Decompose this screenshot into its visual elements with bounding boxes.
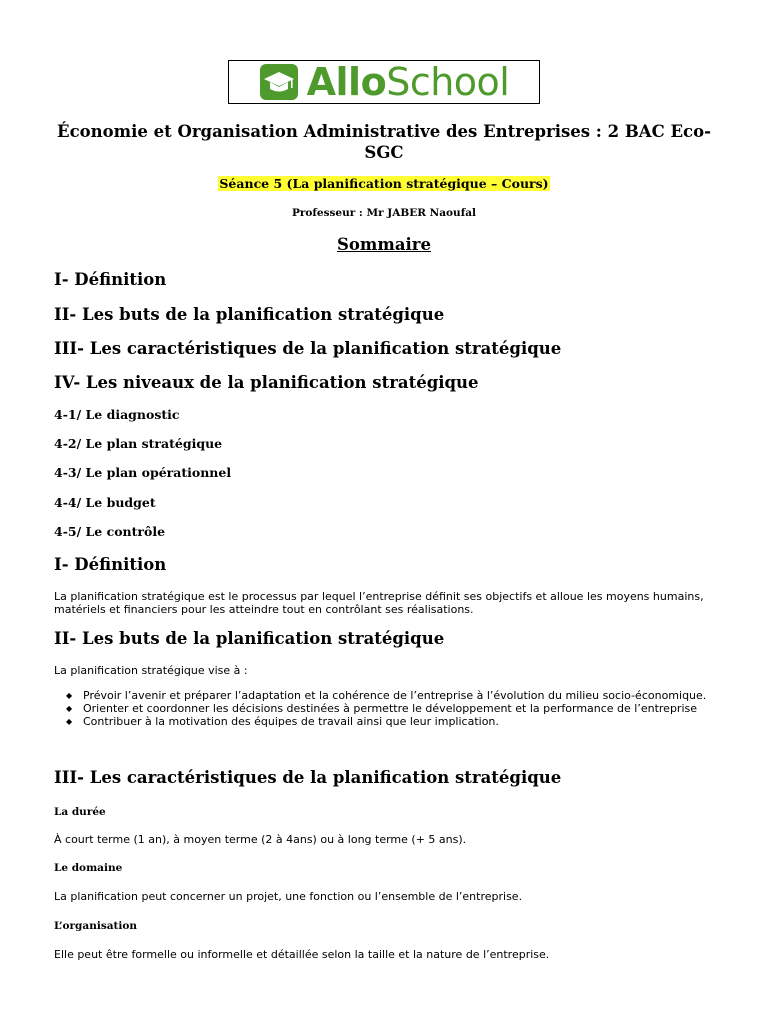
organisation-text: Elle peut être formelle ou informelle et détaillée selon la taille et la nature de l’entreprise.	[54, 948, 550, 961]
section-buts-heading: II- Les buts de la planification stratégique	[54, 629, 445, 648]
alloschool-logo[interactable]	[228, 60, 540, 104]
list-item: ◆ Contribuer à la motivation des équipes de travail ainsi que leur implication.	[66, 715, 726, 728]
toc-subitem-diagnostic: 4-1/ Le diagnostic	[54, 407, 180, 422]
definition-paragraph: La planification stratégique est le processus par lequel l’entreprise définit ses objectifs et alloue les moyens humains, matériels et financiers pour les atteindre tout en contrôlant ses réalisations.	[54, 590, 704, 616]
toc-item-definition: I- Définition	[54, 270, 167, 289]
domaine-text: La planification peut concerner un projet, une fonction ou l’ensemble de l’entreprise.	[54, 890, 523, 903]
duree-text: À court terme (1 an), à moyen terme (2 à 4ans) ou à long terme (+ 5 ans).	[54, 833, 467, 846]
toc-subitem-plan-operationnel: 4-3/ Le plan opérationnel	[54, 465, 232, 480]
duree-label: La durée	[54, 806, 106, 818]
toc-subitem-plan-strategique: 4-2/ Le plan stratégique	[54, 436, 223, 451]
document-title: Économie et Organisation Administrative des Entreprises : 2 BAC Eco-SGC	[57, 122, 711, 162]
seance-title	[0, 176, 768, 191]
professor-line: Professeur : Mr JABER Naoufal	[291, 207, 477, 219]
buts-list	[66, 689, 726, 728]
buts-intro: La planification stratégique vise à :	[54, 664, 248, 677]
graduation-cap-icon	[259, 62, 299, 102]
seance-highlight: Séance 5 (La planification stratégique – Cours)	[219, 176, 549, 191]
toc-item-buts: II- Les buts de la planification stratégique	[54, 305, 445, 324]
section-caracteristiques-heading: III- Les caractéristiques de la planification stratégique	[54, 768, 562, 787]
toc-subitem-controle: 4-5/ Le contrôle	[54, 524, 166, 539]
list-item: ◆ Orienter et coordonner les décisions destinées à permettre le développement et la performance de l’entreprise	[66, 702, 726, 715]
toc-item-niveaux: IV- Les niveaux de la planification stratégique	[54, 373, 479, 392]
toc-item-caracteristiques: III- Les caractéristiques de la planification stratégique	[54, 339, 562, 358]
logo-text: AlloSchool	[306, 60, 510, 104]
organisation-label: L’organisation	[54, 920, 138, 932]
toc-subitem-budget: 4-4/ Le budget	[54, 495, 156, 510]
sommaire-heading: Sommaire	[337, 235, 431, 254]
section-definition-heading: I- Définition	[54, 555, 167, 574]
domaine-label: Le domaine	[54, 862, 123, 874]
list-item: ◆ Prévoir l’avenir et préparer l’adaptation et la cohérence de l’entreprise à l’évolution du milieu socio-économique.	[66, 689, 726, 702]
